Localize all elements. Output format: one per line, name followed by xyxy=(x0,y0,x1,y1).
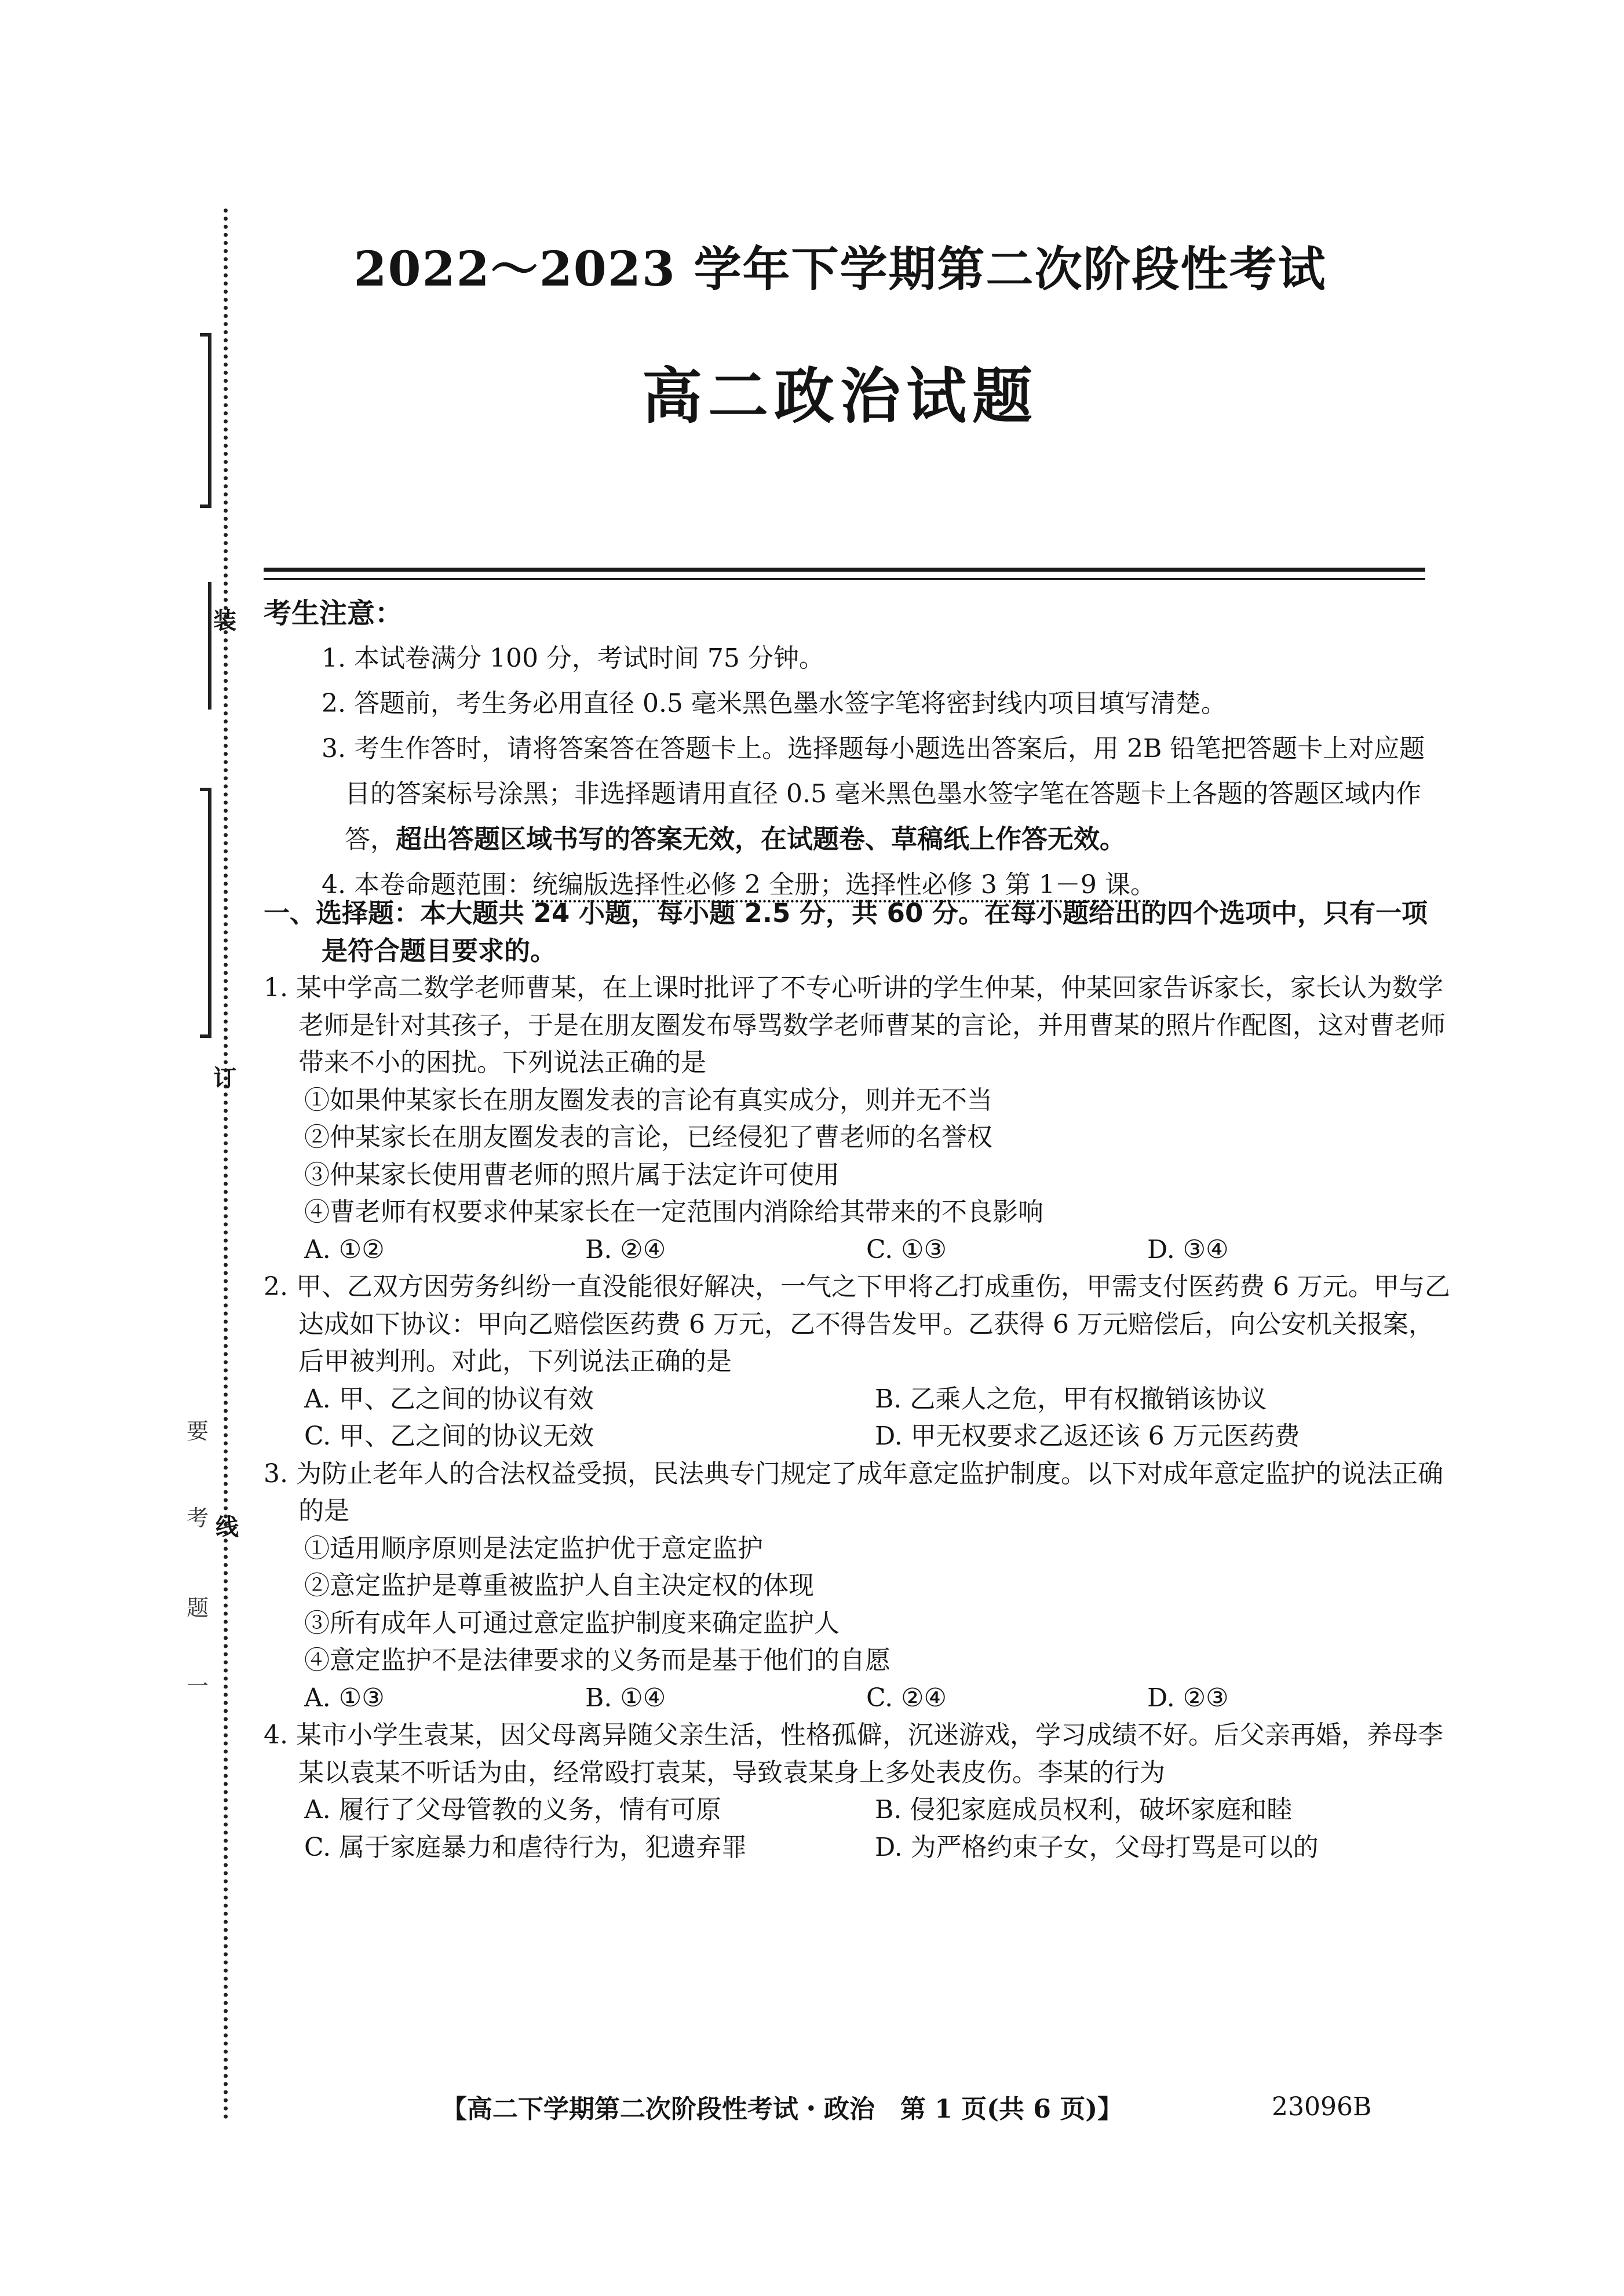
notice-item-text: 3. 考生作答时，请将答案答在答题卡上。选择题每小题选出答案后，用 2B 铅笔把答题卡上对应题目的答案标号涂黑；非选择题请用直径 0.5 毫米黑色墨水签字笔在答题卡上各题的答题区域内作答， xyxy=(322,734,1425,854)
binding-bracket xyxy=(200,333,211,508)
option-c: C. ①③ xyxy=(866,1234,947,1264)
question-stem: 4. 某市小学生袁某，因父母离异随父亲生活，性格孤僻，沉迷游戏，学习成绩不好。后父亲再婚，养母李某以袁某不听话为由，经常殴打袁某，导致袁某身上多处表皮伤。李某的行为 xyxy=(264,1720,1443,1787)
question-statement: ①如果仲某家长在朋友圈发表的言论有真实成分，则并无不当 xyxy=(304,1085,992,1115)
binding-bracket xyxy=(200,582,211,710)
header-rule xyxy=(264,568,1425,572)
option-c: C. ②④ xyxy=(866,1683,947,1713)
option-d: D. ③④ xyxy=(1147,1234,1229,1264)
option-c: C. 甲、乙之间的协议无效 xyxy=(304,1421,594,1451)
question-statement: ③仲某家长使用曹老师的照片属于法定许可使用 xyxy=(304,1160,840,1190)
page-footer: 【高二下学期第二次阶段性考试・政治 第 1 页(共 6 页)】 xyxy=(441,2094,1123,2124)
option-c: C. 属于家庭暴力和虐待行为，犯遗弃罪 xyxy=(304,1832,747,1862)
option-b: B. ②④ xyxy=(585,1234,666,1264)
question-statement: ③所有成年人可通过意定监护制度来确定监护人 xyxy=(304,1608,840,1638)
question-statement: ④曹老师有权要求仲某家长在一定范围内消除给其带来的不良影响 xyxy=(304,1197,1043,1227)
question-options xyxy=(264,1231,1451,1269)
question-statement: ①适用顺序原则是法定监护优于意定监护 xyxy=(304,1533,763,1563)
binding-side-mark: 题 xyxy=(187,1595,209,1621)
option-b: B. 侵犯家庭成员权利，破坏家庭和睦 xyxy=(875,1795,1293,1825)
header-rule xyxy=(264,578,1425,580)
option-a: A. ①② xyxy=(304,1234,385,1264)
question-options xyxy=(264,1792,1451,1829)
notice-item xyxy=(287,726,1446,862)
option-d: D. 为严格约束子女，父母打骂是可以的 xyxy=(875,1832,1319,1862)
notice-item: 1. 本试卷满分 100 分，考试时间 75 分钟。 xyxy=(322,644,824,673)
section-heading-line: 一、选择题：本大题共 24 小题，每小题 2.5 分，共 60 分。在每小题给出的四个选项中，只有一项 xyxy=(264,898,1428,928)
option-d: D. 甲无权要求乙返还该 6 万元医药费 xyxy=(875,1421,1300,1451)
option-a: A. 履行了父母管教的义务，情有可原 xyxy=(304,1795,721,1825)
binding-char-zhuang: 装 xyxy=(213,608,236,634)
notice-emphasis: 超出答题区域书写的答案无效，在试题卷、草稿纸上作答无效。 xyxy=(396,824,1126,854)
binding-dotted-line xyxy=(224,209,228,2120)
binding-bracket xyxy=(200,788,211,1038)
question-stem: 3. 为防止老年人的合法权益受损，民法典专门规定了成年意定监护制度。以下对成年意定监护的说法正确的是 xyxy=(264,1458,1443,1526)
question-options xyxy=(264,1418,1451,1456)
option-d: D. ②③ xyxy=(1147,1683,1229,1713)
option-b: B. 乙乘人之危，甲有权撤销该协议 xyxy=(875,1384,1267,1414)
binding-side-mark: 要 xyxy=(187,1418,209,1444)
exam-notice xyxy=(264,591,1446,908)
option-a: A. ①③ xyxy=(304,1683,385,1713)
question-statement: ②仲某家长在朋友圈发表的言论，已经侵犯了曹老师的名誉权 xyxy=(304,1123,992,1152)
question-3 xyxy=(264,1456,1451,1717)
exam-title: 2022～2023 学年下学期第二次阶段性考试 xyxy=(353,242,1327,297)
question-options xyxy=(264,1829,1451,1867)
section-heading-line: 是符合题目要求的。 xyxy=(322,935,557,966)
notice-item: 2. 答题前，考生务必用直径 0.5 毫米黑色墨水签字笔将密封线内项目填写清楚。 xyxy=(322,689,1227,718)
binding-side-mark: 一 xyxy=(187,1673,209,1699)
exam-subtitle: 高二政治试题 xyxy=(641,361,1038,432)
notice-heading: 考生注意： xyxy=(264,597,403,630)
question-statement: ④意定监护不是法律要求的义务而是基于他们的自愿 xyxy=(304,1646,891,1675)
notice-item-text: 4. 本卷命题范围： xyxy=(322,870,532,900)
question-statement: ②意定监护是尊重被监护人自主决定权的体现 xyxy=(304,1571,814,1600)
question-4 xyxy=(264,1717,1451,1866)
question-options xyxy=(264,1680,1451,1717)
notice-scope: 统编版选择性必修 2 全册；选择性必修 3 第 1－9 课。 xyxy=(532,870,1156,900)
option-a: A. 甲、乙之间的协议有效 xyxy=(304,1384,594,1414)
question-2 xyxy=(264,1268,1451,1456)
paper-code: 23096B xyxy=(1272,2092,1372,2122)
section-heading xyxy=(264,895,1451,970)
binding-char-xian: 线 xyxy=(216,1514,239,1541)
question-options xyxy=(264,1381,1451,1418)
question-1 xyxy=(264,970,1451,1268)
question-section xyxy=(264,895,1451,1866)
binding-side-mark: 考 xyxy=(187,1505,209,1531)
binding-char-ding: 订 xyxy=(213,1065,236,1092)
question-stem: 2. 甲、乙双方因劳务纠纷一直没能很好解决，一气之下甲将乙打成重伤，甲需支付医药费 6 万元。甲与乙达成如下协议：甲向乙赔偿医药费 6 万元，乙不得告发甲。乙获得 6 万元赔偿后，向公安机关报案，后甲被判刑。对此，下列说法正确的是 xyxy=(264,1272,1450,1376)
option-b: B. ①④ xyxy=(585,1683,666,1713)
question-stem: 1. 某中学高二数学老师曹某，在上课时批评了不专心听讲的学生仲某，仲某回家告诉家长，家长认为数学老师是针对其孩子，于是在朋友圈发布辱骂数学老师曹某的言论，并用曹某的照片作配图，这对曹老师带来不小的困扰。下列说法正确的是 xyxy=(264,973,1446,1077)
